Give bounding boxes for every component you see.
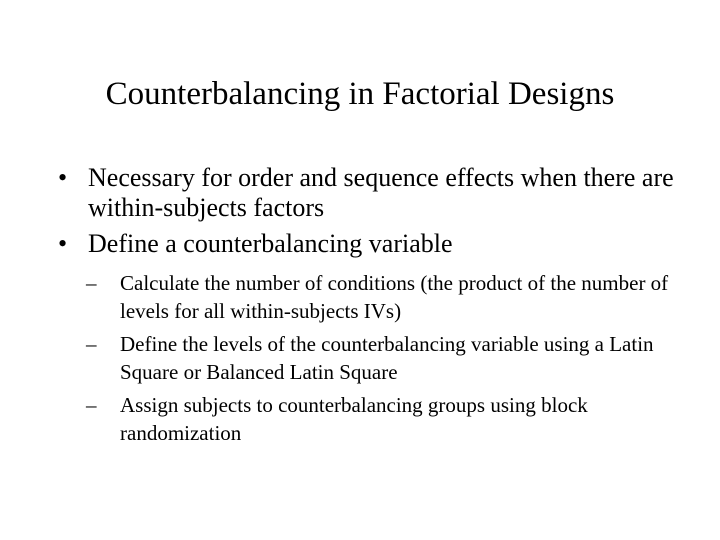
sub-bullet-text: Define the levels of the counterbalancing variable using a Latin Square or Balanced Latin Square bbox=[120, 332, 654, 384]
sub-bullet-item bbox=[86, 269, 678, 325]
bullet-item bbox=[58, 229, 678, 259]
sub-bullet-list bbox=[86, 269, 678, 447]
bullet-marker: • bbox=[58, 229, 68, 258]
bullet-text: Necessary for order and sequence effects when there are within-subjects factors bbox=[88, 163, 674, 222]
sub-bullet-text: Assign subjects to counterbalancing groups using block randomization bbox=[120, 393, 588, 445]
bullet-marker: • bbox=[58, 163, 68, 192]
sub-bullet-marker: – bbox=[86, 332, 97, 356]
sub-bullet-marker: – bbox=[86, 271, 97, 295]
bullet-text: Define a counterbalancing variable bbox=[88, 229, 453, 258]
sub-bullet-marker: – bbox=[86, 393, 97, 417]
bullet-item bbox=[58, 163, 678, 223]
sub-bullet-item bbox=[86, 330, 678, 386]
bullet-list bbox=[58, 163, 678, 447]
slide-title: Counterbalancing in Factorial Designs bbox=[105, 76, 615, 112]
sub-bullet-item bbox=[86, 391, 678, 447]
sub-bullet-text: Calculate the number of conditions (the product of the number of levels for all within-subjects IVs) bbox=[120, 271, 669, 323]
